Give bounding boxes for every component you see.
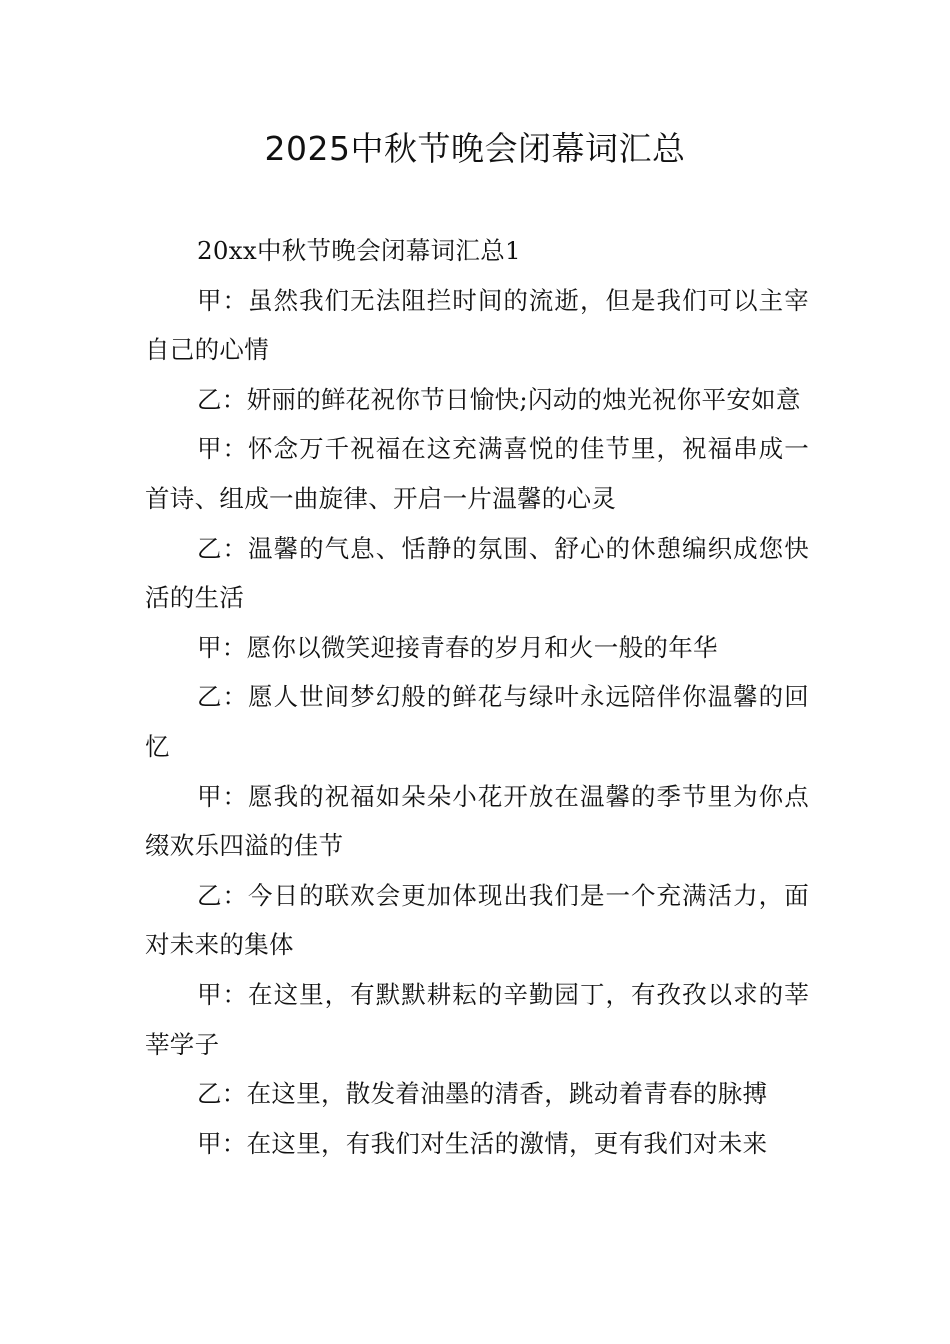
paragraph: 甲：愿你以微笑迎接青春的岁月和火一般的年华	[197, 632, 718, 662]
paragraph: 乙：在这里，散发着油墨的清香，跳动着青春的脉搏	[197, 1079, 768, 1109]
paragraph: 乙：温馨的气息、恬静的氛围、舒心的休憩编织成您快活的生活	[145, 533, 809, 613]
paragraph-subtitle: 20xx中秋节晚会闭幕词汇总1	[197, 236, 521, 265]
document-body	[145, 226, 809, 1168]
document-title: 2025中秋节晚会闭幕词汇总	[264, 129, 686, 168]
paragraph: 乙：愿人世间梦幻般的鲜花与绿叶永远陪伴你温馨的回忆	[145, 682, 809, 761]
paragraph: 甲：怀念万千祝福在这充满喜悦的佳节里，祝福串成一首诗、组成一曲旋律、开启一片温馨的心灵	[145, 434, 809, 513]
paragraph: 甲：愿我的祝福如朵朵小花开放在温馨的季节里为你点缀欢乐四溢的佳节	[145, 781, 809, 861]
paragraph: 乙：妍丽的鲜花祝你节日愉快;闪动的烛光祝你平安如意	[197, 384, 801, 414]
paragraph: 甲：在这里，有我们对生活的激情，更有我们对未来	[197, 1128, 768, 1158]
paragraph: 甲：虽然我们无法阻拦时间的流逝，但是我们可以主宰自己的心情	[145, 285, 809, 365]
paragraph: 甲：在这里，有默默耕耘的辛勤园丁，有孜孜以求的莘莘学子	[145, 979, 809, 1059]
paragraph: 乙：今日的联欢会更加体现出我们是一个充满活力，面对未来的集体	[145, 880, 809, 960]
